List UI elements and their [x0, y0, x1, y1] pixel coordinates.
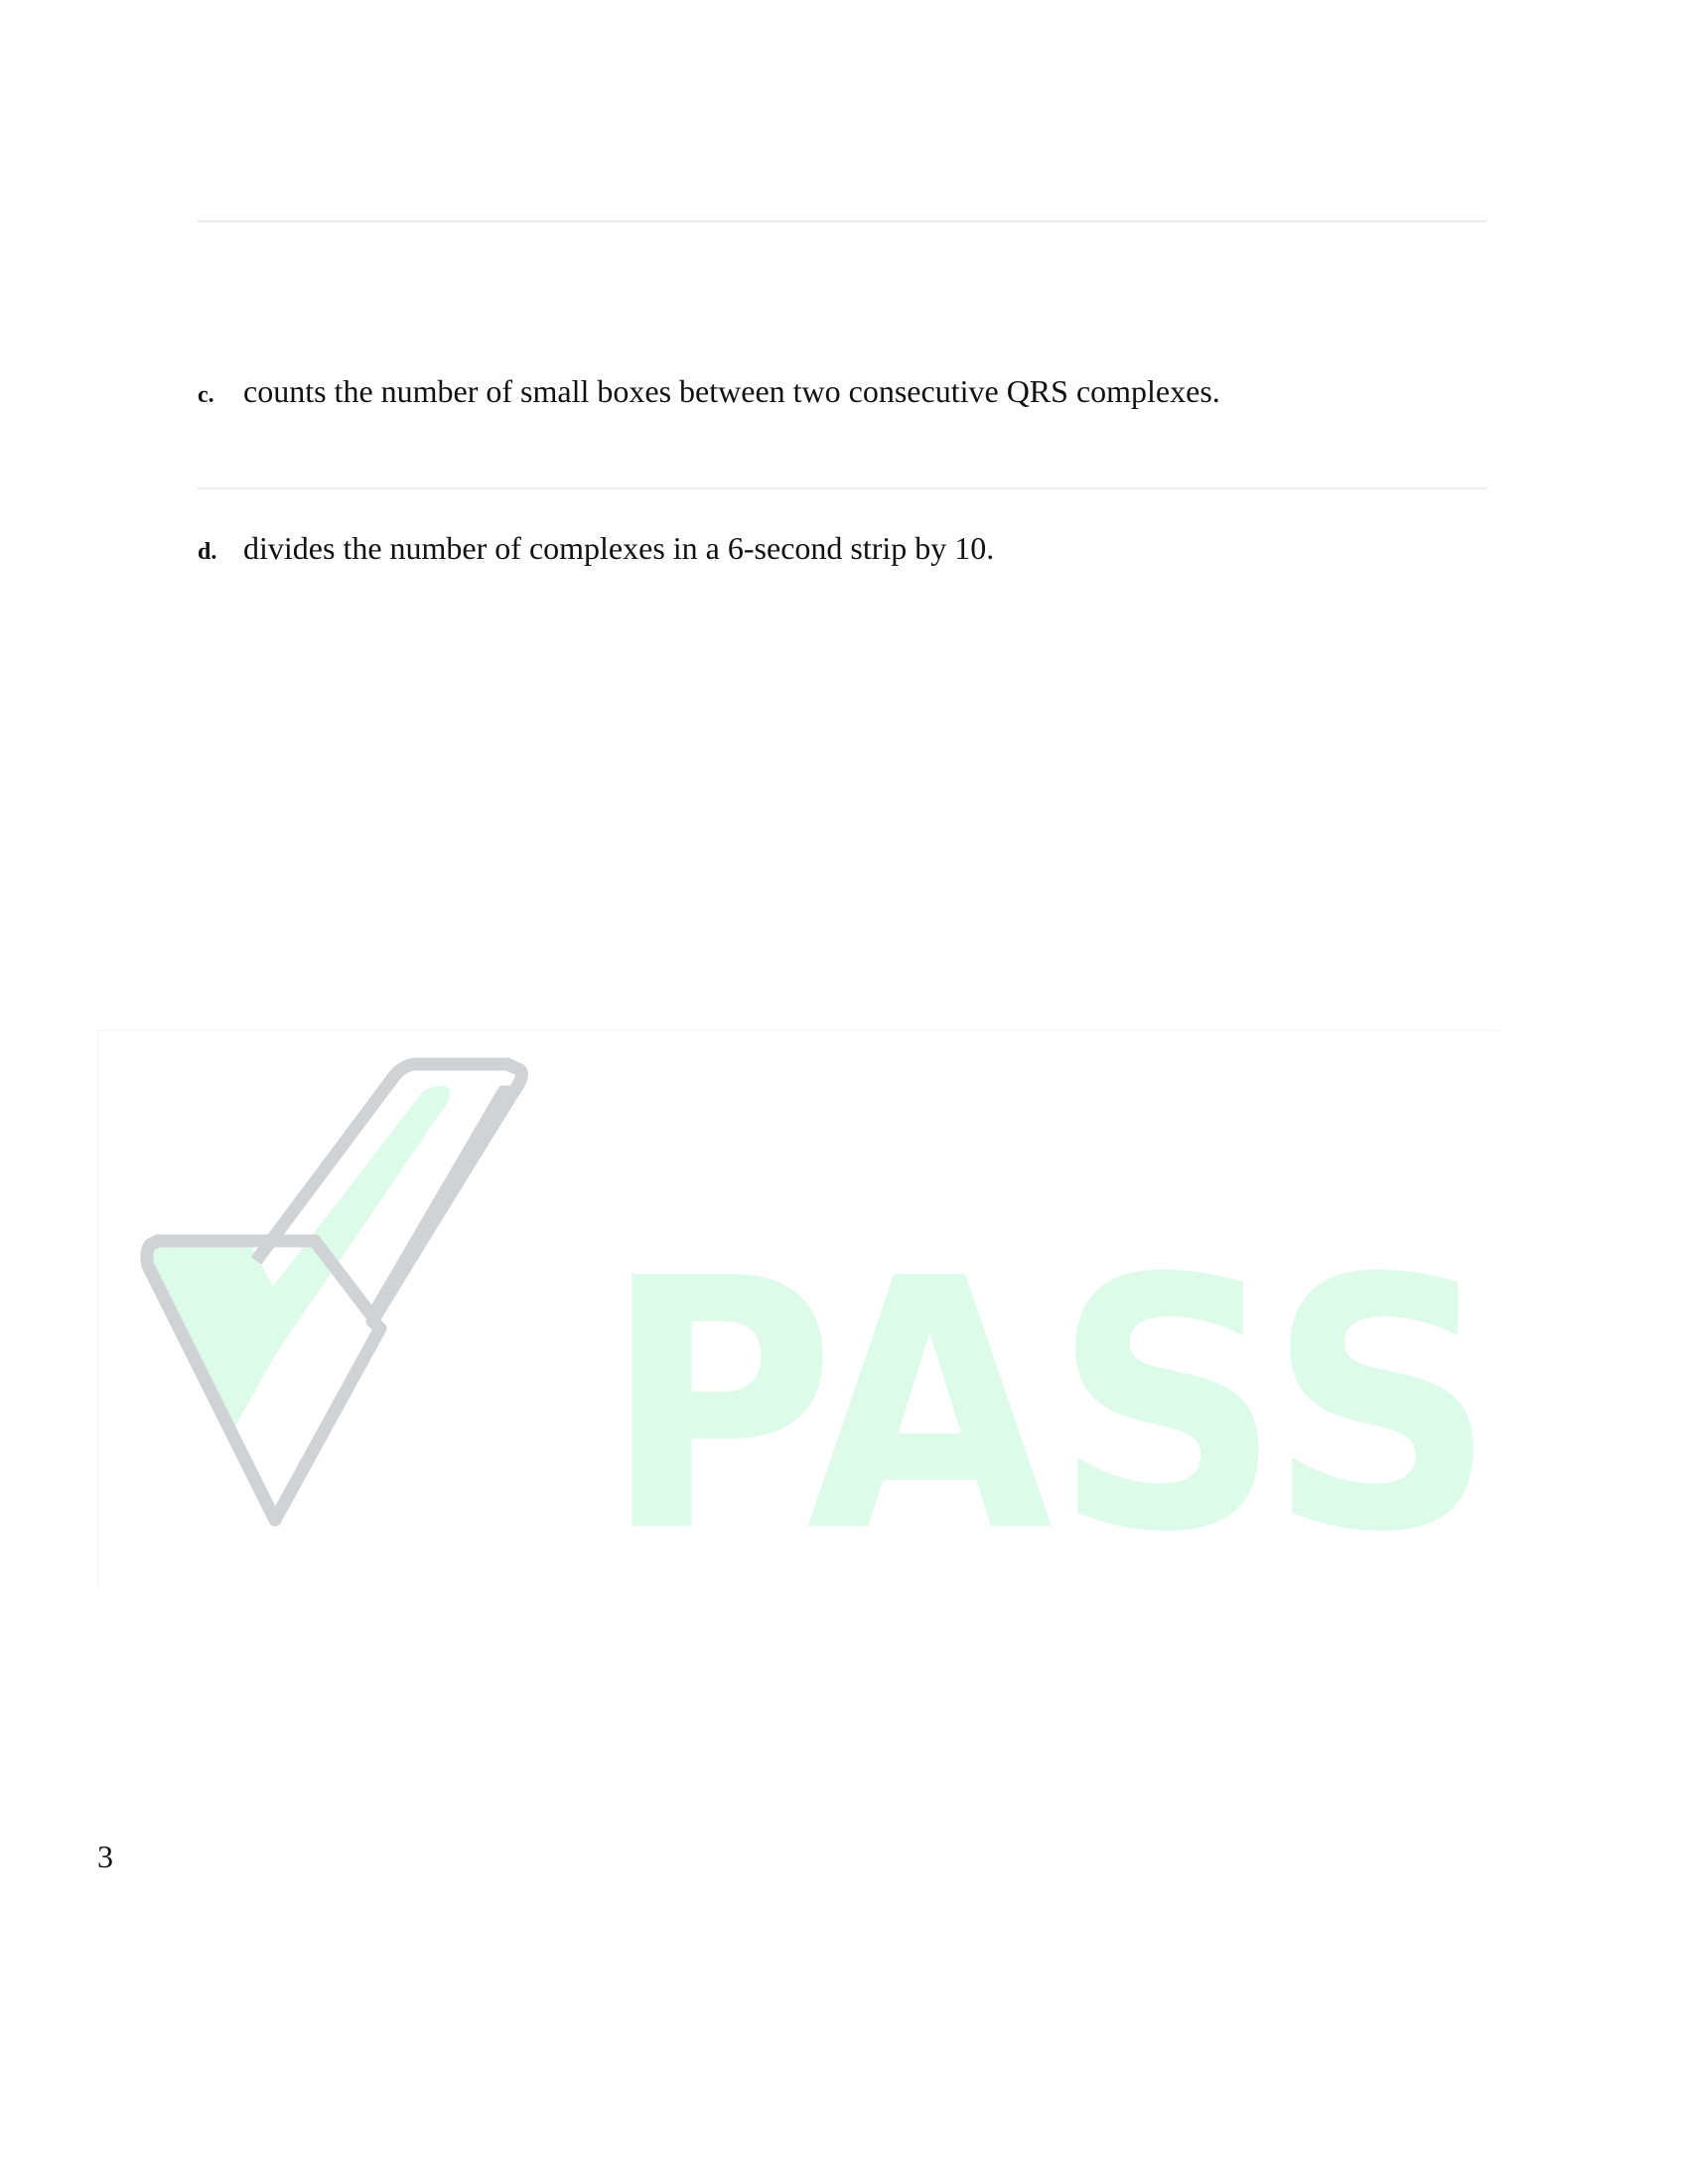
answer-option-c[interactable]	[198, 373, 1220, 410]
pass-watermark	[97, 1029, 1500, 1590]
page-number: 3	[97, 1839, 113, 1874]
answer-option-d[interactable]	[198, 530, 994, 567]
option-letter: c.	[198, 382, 214, 408]
option-text: counts the number of small boxes between two consecutive QRS complexes.	[243, 373, 1220, 409]
watermark-graphic	[98, 1030, 1500, 1590]
option-letter: d.	[198, 539, 217, 565]
watermark-word: PASS	[603, 1206, 1496, 1590]
option-divider	[198, 487, 1486, 489]
option-text: divides the number of complexes in a 6-second strip by 10.	[243, 530, 995, 566]
top-divider	[198, 220, 1486, 222]
checkmark-icon	[147, 1064, 522, 1520]
